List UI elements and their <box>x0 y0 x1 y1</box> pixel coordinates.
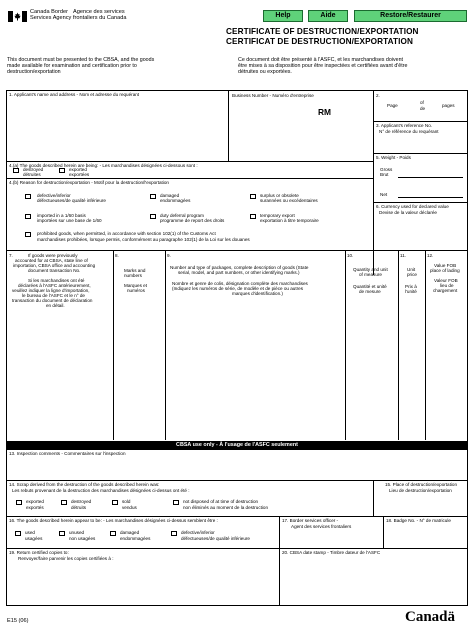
inspection-comments-label: 13. Inspection comments - Commentaires sur l'inspection <box>9 451 126 456</box>
reference-label-en: 3. Applicant's reference No. <box>376 123 433 128</box>
appear-defective-checkbox[interactable] <box>171 531 177 536</box>
appear-defective-en: defective/inferior <box>181 530 215 535</box>
return-copies-label-fr: Renvoyer/faire parvenir les copies certifiées à : <box>18 556 114 561</box>
field7-fr-4: le bureau de l'ASFC et le n° de <box>22 293 85 298</box>
field11-number: 11. <box>400 253 407 258</box>
aide-button[interactable]: Aide <box>308 10 348 22</box>
gross-label: Gross <box>380 167 393 172</box>
surplus-checkbox[interactable] <box>250 194 256 199</box>
field7-fr-6: en détail. <box>46 303 65 308</box>
unused-checkbox[interactable] <box>59 531 65 536</box>
unused-fr: non usagées <box>69 536 96 541</box>
imported-1-60-checkbox[interactable] <box>25 214 31 219</box>
inspection-comments-input[interactable] <box>8 458 466 478</box>
imported-label-fr: importées sur une base de 1/60 <box>37 218 102 223</box>
cbsa-use-only-band: CBSA use only - À l'usage de l'ASFC seulement <box>6 441 468 449</box>
field7-fr-5: transaction du document de déclaration <box>12 298 93 303</box>
prohibited-label-fr: marchandises prohibées, lorsque permis, conformément au paragraphe 102(1) de la Loi sur les douanes <box>37 237 250 242</box>
damaged-label-fr: endommagées <box>160 198 191 203</box>
destroyed-label-fr: détruites <box>23 172 41 177</box>
field7-en-4: document transaction No. <box>28 268 81 273</box>
page-de-label: de <box>420 106 426 111</box>
page-field-number: 2. <box>376 93 380 98</box>
surplus-label-fr: surannées ou excédentaires <box>260 198 318 203</box>
intro-fr-2: être mises à sa disposition pour être inspectées et certifiées avant d'être <box>238 63 408 69</box>
used-checkbox[interactable] <box>15 531 21 536</box>
scrap-not-disposed-en: not disposed of at time of destruction <box>183 499 259 504</box>
title-en: CERTIFICATE OF DESTRUCTION/EXPORTATION <box>226 27 419 36</box>
field12-en-2: place of lading <box>430 268 460 273</box>
field10-number: 10. <box>347 253 354 258</box>
field7-number: 7. <box>9 253 13 258</box>
scrap-sold-checkbox[interactable] <box>112 500 118 505</box>
place-label-en: 15. Place of destruction/exportation <box>385 482 458 487</box>
page-of-label: of <box>420 100 424 105</box>
field9-fr-3: marques d'identification.) <box>232 291 283 296</box>
prohibited-label-en: prohibited goods, when permitted, in accordance with section 102(1) of the Customs Act <box>37 231 216 236</box>
applicant-name-label: 1. Applicant's name and address - Nom et adresse du requérant <box>9 92 140 97</box>
intro-en-2: made available for examination and certification prior to <box>7 63 137 69</box>
intro-fr-3: détruites ou exportées. <box>238 69 292 75</box>
agency-name-en-1: Canada Border <box>30 9 68 15</box>
field9-en-1: Number and type of packages, complete description of goods (State <box>170 265 309 270</box>
field8-fr-1: Marques et <box>124 283 147 288</box>
intro-fr-1: Ce document doit être présenté à l'ASFC, et les marchandises doivent <box>238 57 404 63</box>
brut-label: Brut <box>380 172 389 177</box>
defective-label-fr: défectueuses/de qualité inférieure <box>37 198 106 203</box>
title-fr: CERTIFICAT DE DESTRUCTION/EXPORTATION <box>226 37 414 46</box>
exported-label-en: exported <box>69 167 87 172</box>
scrap-not-disposed-checkbox[interactable] <box>173 500 179 505</box>
duty-deferral-checkbox[interactable] <box>150 214 156 219</box>
appear-damaged-fr: endommagées <box>120 536 151 541</box>
surplus-label-en: surplus or obsolete <box>260 193 299 198</box>
applicant-name-input[interactable] <box>8 100 226 159</box>
field8-fr-2: numéros <box>127 288 145 293</box>
field12-en-1: Value FOB <box>434 263 457 268</box>
agency-name-fr-1: Agence des services <box>73 9 125 15</box>
scrap-exported-checkbox[interactable] <box>16 500 22 505</box>
field9-fr-1: Nombre et genre de colis, désignation complète des marchandises <box>172 281 308 286</box>
canada-flag-icon <box>8 9 27 20</box>
destroyed-label-en: destroyed <box>23 167 44 172</box>
scrap-not-disposed-fr: non éliminés au moment de la destruction <box>183 505 269 510</box>
canada-wordmark: Canadä <box>405 609 456 625</box>
appear-damaged-en: damaged <box>120 530 140 535</box>
field9-en-2: serial, model, and part numbers, or other identifying marks.) <box>178 270 300 275</box>
temporary-label-fr: exportation à titre temporaire <box>260 218 319 223</box>
page-label: Page <box>387 103 398 108</box>
intro-en-1: This document must be presented to the CBSA, and the goods <box>7 57 155 63</box>
field11-fr-2: l'unité <box>405 289 417 294</box>
field10-fr-1: Quantité et unité <box>353 284 387 289</box>
field12-fr-1: Valeur FOB <box>434 278 458 283</box>
currency-label-fr: Devise de la valeur déclarée <box>379 210 437 215</box>
field7-fr-2: déclarées à l'ASFC antérieurement, <box>18 283 91 288</box>
appear-defective-fr: défectueuses/de qualité inférieure <box>181 536 250 541</box>
scrap-sold-fr: vendus <box>122 505 137 510</box>
field12-fr-3: chargement <box>433 288 458 293</box>
agency-name-en-2: Services Agency <box>30 15 72 21</box>
prohibited-goods-checkbox[interactable] <box>25 232 31 237</box>
scrap-label-en: 14. Scrap derived from the destruction of the goods described herein was: <box>9 482 160 487</box>
scrap-exported-fr: exportés <box>26 505 44 510</box>
intro-en-3: destruction/exportation <box>7 69 61 75</box>
field10-en-1: Quantity and unit <box>353 267 388 272</box>
scrap-destroyed-en: destroyed <box>71 499 92 504</box>
field7-en-3: importation, CBSA office and accounting <box>13 263 96 268</box>
place-label-fr: Lieu de destruction/exportation <box>389 488 452 493</box>
form-code: E15 (06) <box>7 618 29 624</box>
exported-checkbox[interactable] <box>59 168 65 173</box>
restore-button[interactable]: Restore/Restaurer <box>354 10 467 22</box>
reason-label: 4.(b) Reason for destruction/exportation - Motif pour la destruction/l'exportation <box>9 180 169 185</box>
return-copies-label-en: 19. Return certified copies to: <box>9 550 69 555</box>
field9-number: 9. <box>167 253 171 258</box>
pages-label: pages <box>442 103 455 108</box>
deferral-label-fr: programme de report des droits <box>160 218 225 223</box>
field7-en-2: accounted for at CBSA, state line of <box>15 258 88 263</box>
return-copies-input[interactable] <box>8 563 277 604</box>
scrap-exported-en: exported <box>26 499 44 504</box>
field12-number: 12. <box>427 253 434 258</box>
imported-label-en: imported in a 1/60 basis <box>37 213 86 218</box>
field12-fr-2: lieu de <box>440 283 454 288</box>
scrap-destroyed-checkbox[interactable] <box>61 500 67 505</box>
defective-label-en: defective/inferior <box>37 193 71 198</box>
used-en: used <box>25 530 35 535</box>
reference-label-fr: N° de référence du requérant <box>379 129 439 134</box>
badge-label: 18. Badge No. - N° de matricule <box>386 518 451 523</box>
goods-appear-label: 16. The goods described herein appear to be: - Les marchandises désignées ci-dessus semblent être : <box>9 518 218 523</box>
field7-fr-3: veuillez indiquer la ligne d'importation, <box>12 288 90 293</box>
field7-en-1: If goods were previously <box>28 253 78 258</box>
unused-en: unused <box>69 530 85 535</box>
date-stamp-label: 20. CBSA date stamp - Timbre dateur de l'ASFC <box>282 550 381 555</box>
scrap-destroyed-fr: détruits <box>71 505 87 510</box>
officer-label-en: 17. Border services officer - <box>282 518 339 523</box>
currency-label-en: 6. Currency used for declared value <box>376 204 449 209</box>
weight-label: 5. Weight - Poids <box>376 155 411 160</box>
field7-fr-1: Si les marchandises ont été <box>28 278 85 283</box>
scrap-sold-en: sold <box>122 499 131 504</box>
temporary-label-en: temporary export <box>260 213 295 218</box>
exported-label-fr: exportées <box>69 172 90 177</box>
business-number-label: Business Number - Numéro d'entreprise <box>232 93 314 98</box>
net-label: Net <box>380 192 388 197</box>
temporary-export-checkbox[interactable] <box>250 214 256 219</box>
damaged-checkbox[interactable] <box>150 194 156 199</box>
officer-label-fr: Agent des services frontaliers <box>291 524 352 529</box>
appear-damaged-checkbox[interactable] <box>110 531 116 536</box>
damaged-label-en: damaged <box>160 193 180 198</box>
field8-en-1: Marks and <box>124 268 146 273</box>
scrap-label-fr: Les rebuts provenant de la destruction des marchandises désignées ci-dessus ont été : <box>12 488 190 493</box>
field8-en-2: numbers <box>124 273 142 278</box>
destroyed-checkbox[interactable] <box>13 168 19 173</box>
field10-en-2: of measure <box>359 272 382 277</box>
field8-number: 8. <box>115 253 119 258</box>
field10-fr-2: de mesure <box>359 289 381 294</box>
help-button[interactable]: Help <box>263 10 303 22</box>
deferral-label-en: duty deferral program <box>160 213 204 218</box>
defective-checkbox[interactable] <box>25 194 31 199</box>
field11-en-1: Unit <box>407 267 416 272</box>
goods-status-label: 4.(a) The goods described herein are being: - Les marchandises désignées ci-dessous sont : <box>9 163 198 168</box>
business-number-value[interactable]: RM <box>318 107 332 117</box>
field11-fr-1: Prix à <box>405 284 417 289</box>
agency-name-fr-2: frontaliers du Canada <box>73 15 127 21</box>
used-fr: usagées <box>25 536 43 541</box>
field11-en-2: price <box>407 272 417 277</box>
field9-fr-2: (Indiquez les numéros de série, de modèle et de pièce ou autres <box>172 286 304 291</box>
